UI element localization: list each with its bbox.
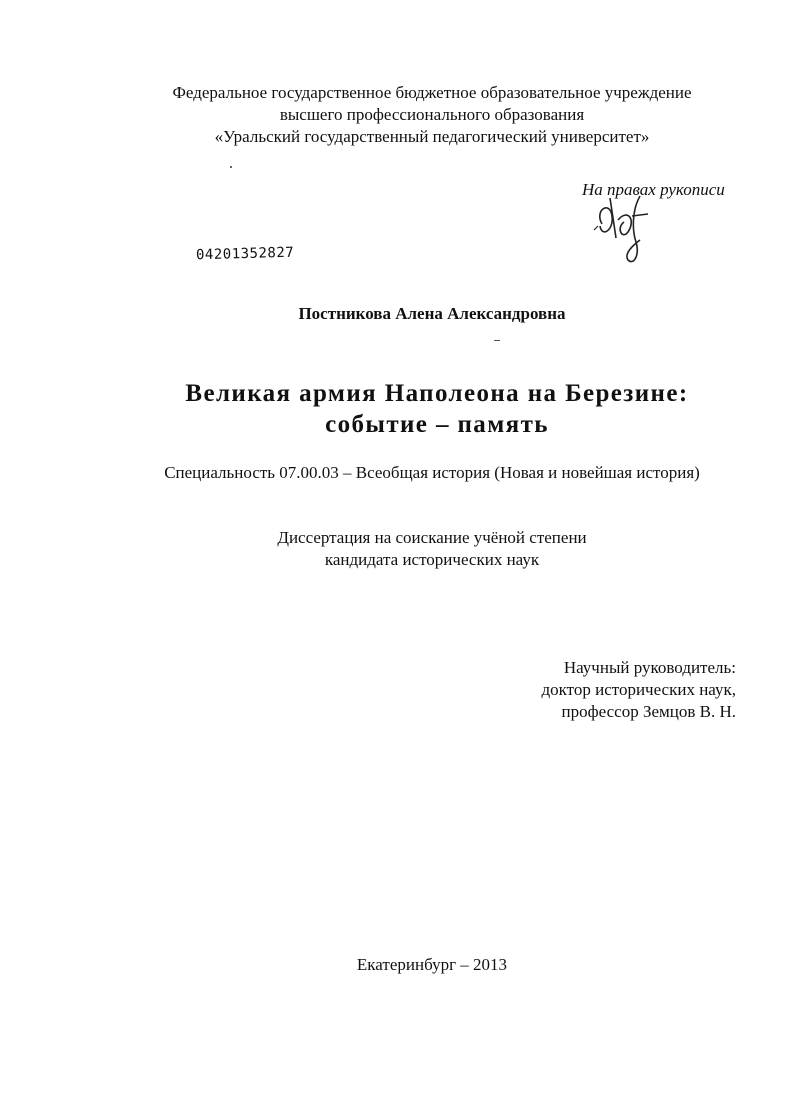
- manuscript-note: На правах рукописи: [582, 180, 725, 199]
- dissertation-title: [0, 378, 794, 440]
- author-name: Постникова Алена Александровна: [298, 304, 566, 323]
- title-line-2: событие – память: [325, 411, 549, 438]
- city-year: Екатеринбург – 2013: [356, 955, 508, 974]
- title-line-1: Великая армия Наполеона на Березине:: [185, 380, 689, 407]
- supervisor-block: [541, 657, 736, 723]
- scan-speck: [230, 166, 232, 168]
- scan-mark: [494, 340, 500, 341]
- degree-statement: [0, 527, 794, 571]
- institution-header: [0, 82, 794, 148]
- signature-icon: [588, 180, 658, 270]
- institution-line-1: Федеральное государственное бюджетное образовательное учреждение: [172, 83, 692, 102]
- institution-line-3: «Уральский государственный педагогический университет»: [214, 127, 650, 146]
- specialty-line: Специальность 07.00.03 – Всеобщая история (Новая и новейшая история): [164, 463, 700, 482]
- supervisor-label: Научный руководитель:: [563, 658, 736, 677]
- degree-line-2: кандидата исторических наук: [324, 550, 540, 569]
- degree-line-1: Диссертация на соискание учёной степени: [277, 528, 587, 547]
- supervisor-degree: доктор исторических наук,: [541, 680, 736, 699]
- archive-number: 04201352827: [195, 244, 295, 264]
- supervisor-name: профессор Земцов В. Н.: [561, 702, 736, 721]
- institution-line-2: высшего профессионального образования: [279, 105, 585, 124]
